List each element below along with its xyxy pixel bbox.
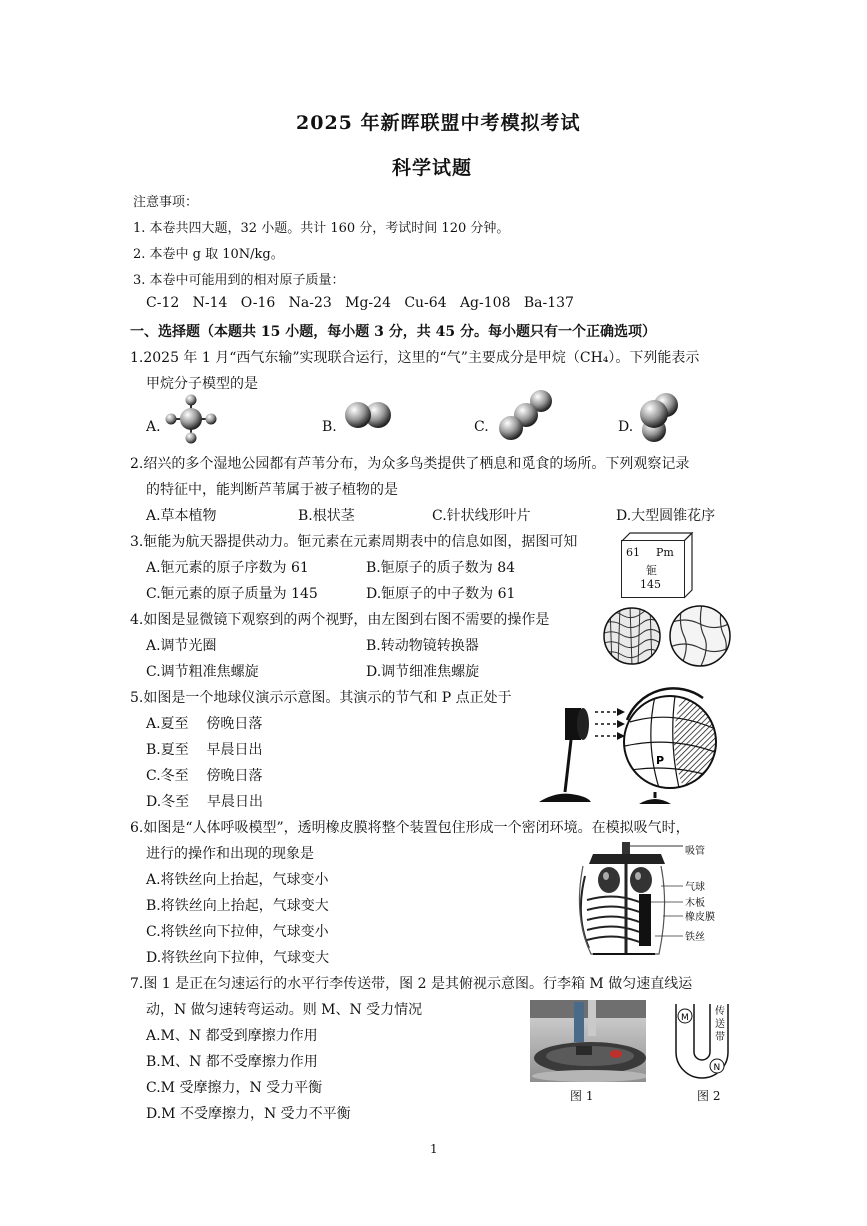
figure-1-caption: 图 1	[570, 1089, 594, 1103]
q1-stem-line2: 甲烷分子模型的是	[146, 376, 258, 392]
element-number: 61	[626, 546, 640, 559]
microscope-view-right	[668, 604, 732, 668]
q4-option-c: C.调节粗准焦螺旋	[146, 664, 259, 680]
q3-option-c: C.钷元素的原子质量为 145	[146, 586, 318, 602]
q4-option-d: D.调节细准焦螺旋	[366, 664, 480, 680]
q5-option-b: B.夏至 早晨日出	[146, 742, 263, 758]
q5-stem-line1: 5.如图是一个地球仪演示示意图。其演示的节气和 P 点正处于	[130, 690, 512, 706]
notes-item-2: 2. 本卷中 g 取 10N/kg。	[133, 247, 284, 262]
conveyor-photo	[530, 1000, 646, 1082]
q2-stem-line1: 2.绍兴的多个湿地公园都有芦苇分布，为众多鸟类提供了栖息和觅食的场所。下列观察记录	[130, 456, 690, 472]
element-card	[621, 540, 685, 598]
label-wire: 铁丝	[685, 932, 705, 943]
q3-option-d: D.钷原子的中子数为 61	[366, 586, 516, 602]
element-name: 钷	[646, 564, 657, 577]
notes-item-1: 1. 本卷共四大题，32 小题。共计 160 分，考试时间 120 分钟。	[133, 221, 510, 236]
q1-option-c: C.	[474, 419, 489, 435]
q5-option-a: A.夏至 傍晚日落	[146, 716, 263, 732]
q6-option-b: B.将铁丝向上抬起，气球变大	[146, 898, 329, 914]
q1-option-b: B.	[322, 419, 337, 435]
microscope-view-left	[602, 606, 662, 666]
methane-model-a	[165, 394, 217, 444]
element-symbol: Pm	[656, 546, 674, 559]
q5-option-c: C.冬至 傍晚日落	[146, 768, 263, 784]
q2-stem-line2: 的特征中，能判断芦苇属于被子植物的是	[146, 482, 398, 498]
breathing-model-figure	[575, 836, 725, 966]
globe-point-label: P	[656, 754, 665, 767]
q1-option-a: A.	[146, 419, 161, 435]
q5-option-d: D.冬至 早晨日出	[146, 794, 263, 810]
q2-option-c: C.针状线形叶片	[432, 508, 531, 524]
label-tube: 吸管	[685, 846, 705, 857]
notes-item-3: 3. 本卷中可能用到的相对原子质量：	[133, 273, 345, 288]
q3-option-a: A.钷元素的原子序数为 61	[146, 560, 309, 576]
q7-stem-line2: 动，N 做匀速转弯运动。则 M、N 受力情况	[146, 1002, 423, 1018]
q4-stem-line1: 4.如图是显微镜下观察到的两个视野，由左图到右图不需要的操作是	[130, 612, 550, 628]
q6-option-d: D.将铁丝向下拉伸，气球变大	[146, 950, 330, 966]
label-balloon: 气球	[685, 882, 705, 893]
molecule-model-d	[636, 390, 684, 446]
q3-stem-line1: 3.钷能为航天器提供动力。钷元素在元素周期表中的信息如图，据图可知	[130, 534, 578, 550]
belt-label-char-3: 带	[715, 1032, 725, 1043]
q4-option-a: A.调节光圈	[146, 638, 217, 654]
label-board: 木板	[685, 898, 705, 909]
q1-option-d: D.	[618, 419, 634, 435]
page-subtitle: 科学试题	[392, 157, 473, 179]
globe-demo-figure	[535, 680, 720, 806]
figure-2-caption: 图 2	[697, 1089, 721, 1103]
q7-option-a: A.M、N 都受到摩擦力作用	[146, 1028, 318, 1044]
q2-option-d: D.大型圆锥花序	[616, 508, 716, 524]
item-m: M	[681, 1013, 689, 1023]
q2-option-b: B.根状茎	[298, 508, 355, 524]
notes-heading: 注意事项：	[133, 195, 199, 210]
item-n: N	[713, 1063, 721, 1073]
q6-option-c: C.将铁丝向下拉伸，气球变小	[146, 924, 329, 940]
q4-option-b: B.转动物镜转换器	[366, 638, 479, 654]
q3-option-b: B.钷原子的质子数为 84	[366, 560, 516, 576]
molecule-model-c	[496, 388, 556, 442]
page-title: 2025 年新晖联盟中考模拟考试	[296, 112, 581, 134]
section-heading: 一、选择题（本题共 15 小题，每小题 3 分，共 45 分。每小题只有一个正确选项）	[130, 324, 656, 340]
belt-label-char-1: 传	[715, 1006, 725, 1017]
q7-option-d: D.M 不受摩擦力，N 受力不平衡	[146, 1106, 351, 1122]
q7-option-b: B.M、N 都不受摩擦力作用	[146, 1054, 318, 1070]
label-membrane: 橡皮膜	[685, 912, 715, 923]
atomic-masses: C-12 N-14 O-16 Na-23 Mg-24 Cu-64 Ag-108 Ba-137	[146, 295, 574, 311]
q7-stem-line1: 7.图 1 是正在匀速运行的水平行李传送带，图 2 是其俯视示意图。行李箱 M 做匀速直线运	[130, 976, 693, 992]
q2-option-a: A.草本植物	[146, 508, 217, 524]
belt-label-char-2: 送	[715, 1019, 725, 1030]
q6-stem-line2: 进行的操作和出现的现象是	[146, 846, 314, 862]
q7-option-c: C.M 受摩擦力，N 受力平衡	[146, 1080, 323, 1096]
conveyor-topview	[672, 1000, 732, 1084]
element-mass: 145	[640, 578, 661, 591]
page-number: 1	[430, 1142, 438, 1156]
q6-option-a: A.将铁丝向上抬起，气球变小	[146, 872, 329, 888]
q6-stem-line1: 6.如图是“人体呼吸模型”，透明橡皮膜将整个装置包住形成一个密闭环境。在模拟吸气时，	[130, 820, 690, 836]
q1-stem-line1: 1.2025 年 1 月“西气东输”实现联合运行，这里的“气”主要成分是甲烷（CH₄）。下列能表示	[130, 350, 700, 366]
molecule-model-b	[342, 398, 394, 432]
